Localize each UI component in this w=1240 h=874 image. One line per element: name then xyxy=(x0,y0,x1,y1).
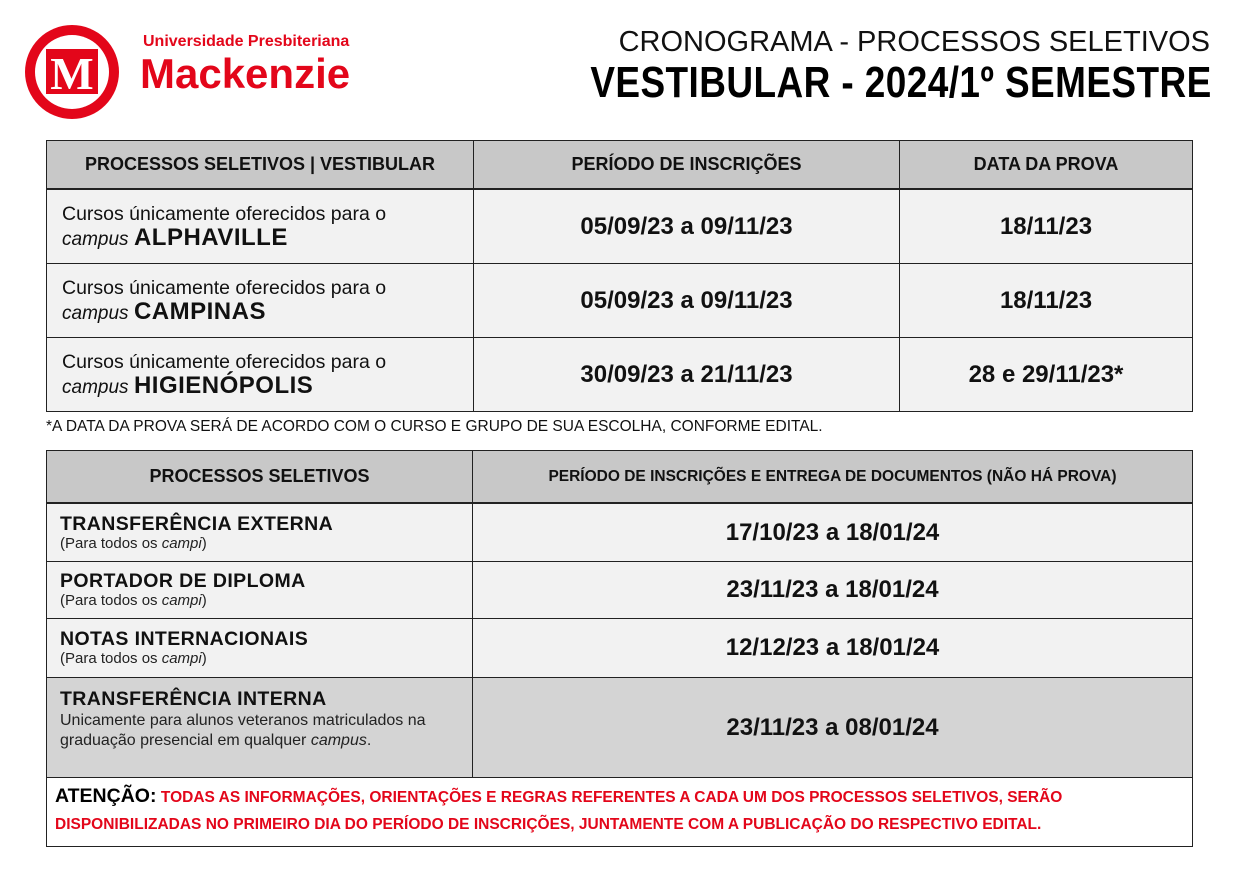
table-row xyxy=(47,678,1193,778)
description-text: Cursos únicamente oferecidos para o xyxy=(62,202,387,225)
process-name: TRANSFERÊNCIA INTERNA xyxy=(60,688,327,710)
description-text: Cursos únicamente oferecidos para o xyxy=(62,350,387,373)
registration-period: 23/11/23 a 08/01/24 xyxy=(473,678,1193,778)
column-header: PROCESSOS SELETIVOS | VESTIBULAR xyxy=(47,141,474,190)
page-title: VESTIBULAR - 2024/1º SEMESTRE xyxy=(590,58,1212,107)
table-row xyxy=(47,503,1193,562)
exam-date: 18/11/23 xyxy=(900,264,1193,338)
notice-row xyxy=(47,778,1193,847)
process-description xyxy=(47,678,473,778)
registration-period: 05/09/23 a 09/11/23 xyxy=(474,189,900,264)
course-description xyxy=(47,338,474,412)
table-row xyxy=(47,619,1193,678)
process-name: TRANSFERÊNCIA EXTERNA xyxy=(60,512,334,535)
process-note: (Para todos os campi) xyxy=(60,650,207,667)
column-header: DATA DA PROVA xyxy=(900,141,1193,190)
process-name: NOTAS INTERNACIONAIS xyxy=(60,628,309,650)
table-row xyxy=(47,264,1193,338)
campus-word: campus xyxy=(62,302,129,324)
registration-period: 23/11/23 a 18/01/24 xyxy=(473,562,1193,619)
table-row xyxy=(47,189,1193,264)
table-header-row xyxy=(47,141,1193,190)
table-header-row xyxy=(47,451,1193,504)
university-name: Universidade Presbiteriana xyxy=(143,33,350,50)
process-note: (Para todos os campi) xyxy=(60,592,207,609)
registration-period: 05/09/23 a 09/11/23 xyxy=(474,264,900,338)
notice xyxy=(47,778,1193,847)
mackenzie-logo xyxy=(22,22,122,122)
page-subtitle: CRONOGRAMA - PROCESSOS SELETIVOS xyxy=(618,26,1210,58)
notice-label: ATENÇÃO: xyxy=(55,785,157,807)
column-header: PROCESSOS SELETIVOS xyxy=(47,451,473,504)
campus-name: ALPHAVILLE xyxy=(133,223,288,251)
course-description xyxy=(47,264,474,338)
table-row xyxy=(47,338,1193,412)
process-note: (Para todos os campi) xyxy=(60,534,207,552)
exam-date: 28 e 29/11/23* xyxy=(900,338,1193,412)
campus-name: CAMPINAS xyxy=(133,297,266,325)
other-processes-table xyxy=(46,450,1193,847)
logo-letter: M xyxy=(50,48,94,99)
campus-name: HIGIENÓPOLIS xyxy=(133,371,314,399)
course-description xyxy=(47,189,474,264)
registration-period: 30/09/23 a 21/11/23 xyxy=(474,338,900,412)
process-description xyxy=(47,503,473,562)
footnote: *A DATA DA PROVA SERÁ DE ACORDO COM O CURSO E GRUPO DE SUA ESCOLHA, CONFORME EDITAL. xyxy=(46,418,823,435)
process-description xyxy=(47,562,473,619)
registration-period: 12/12/23 a 18/01/24 xyxy=(473,619,1193,678)
campus-word: campus xyxy=(62,228,129,250)
exam-date: 18/11/23 xyxy=(900,189,1193,264)
registration-period: 17/10/23 a 18/01/24 xyxy=(473,503,1193,562)
column-header: PERÍODO DE INSCRIÇÕES E ENTREGA DE DOCUMENTOS (NÃO HÁ PROVA) xyxy=(473,451,1193,504)
table-row xyxy=(47,562,1193,619)
brand-name: Mackenzie xyxy=(140,50,351,97)
vestibular-table xyxy=(46,140,1193,412)
process-description xyxy=(47,619,473,678)
column-header: PERÍODO DE INSCRIÇÕES xyxy=(474,141,900,190)
process-note: Unicamente para alunos veteranos matriculados na graduação presencial em qualquer campus. xyxy=(60,712,426,749)
campus-word: campus xyxy=(62,376,129,398)
description-text: Cursos únicamente oferecidos para o xyxy=(62,276,387,299)
process-name: PORTADOR DE DIPLOMA xyxy=(60,570,306,592)
notice-text: TODAS AS INFORMAÇÕES, ORIENTAÇÕES E REGRAS REFERENTES A CADA UM DOS PROCESSOS SELETIVOS, SERÃO DISPONIBILIZADAS NO PRIMEIRO DIA DO PERÍODO DE INSCRIÇÕES, JUNTAMENTE COM A PUBLICAÇÃO DO RESPECTIVO EDITAL. xyxy=(55,789,1063,833)
